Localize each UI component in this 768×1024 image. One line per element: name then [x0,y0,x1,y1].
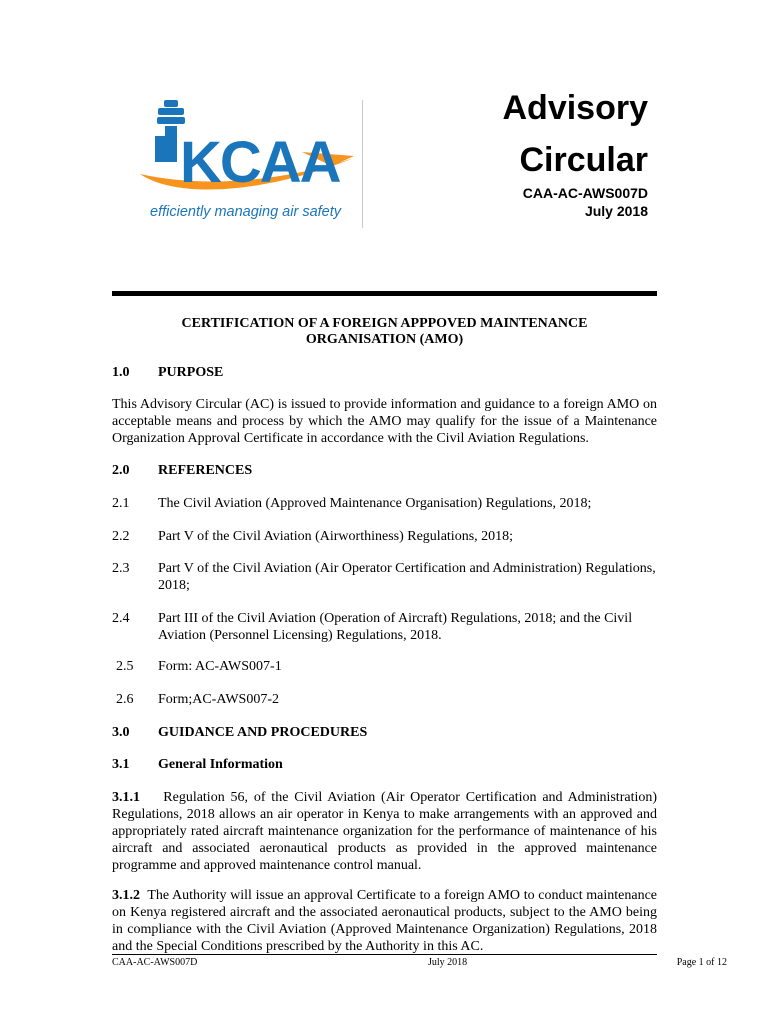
reference-number: 2.5 [116,659,134,674]
reference-text: Part V of the Civil Aviation (Airworthiness) Regulations, 2018; [158,529,514,544]
reference-number: 2.6 [116,692,134,707]
reference-text: Form;AC-AWS007-2 [158,692,279,707]
header-rule [112,291,657,296]
section-number: 3.0 [112,725,130,740]
section-heading-guidance: GUIDANCE AND PROCEDURES [158,725,368,740]
reference-text: Part V of the Civil Aviation (Air Operator Certification and Administration) Regulations, 2018; [158,561,656,593]
footer-date: July 2018 [428,957,468,968]
reference-text: Part III of the Civil Aviation (Operation of Aircraft) Regulations, 2018; and the Civil Aviation (Personnel Licensing) Regulations, 2018. [158,611,633,643]
subsection-number: 3.1 [112,757,130,772]
section-heading-references: REFERENCES [158,463,253,478]
reference-number: 2.2 [112,529,130,544]
paragraph-3-1-1 [112,789,657,874]
reference-text: The Civil Aviation (Approved Maintenance Organisation) Regulations, 2018; [158,496,592,511]
paragraph-3-1-2 [112,887,657,955]
document-title-line2: ORGANISATION (AMO) [305,332,464,347]
kcaa-logo [132,96,357,224]
subsection-heading-general-information: General Information [158,757,283,772]
reference-number: 2.4 [112,611,130,626]
paragraph-number: 3.1.2 [112,888,140,903]
footer-rule [112,954,657,955]
footer-page-number: Page 1 of 12 [676,957,727,968]
footer-doc-number: CAA-AC-AWS007D [112,957,198,968]
paragraph-text: Regulation 56, of the Civil Aviation (Air Operator Certification and Administration) Regulations, 2018 allows an air operator in Kenya to make arrangements with an approved and appropriately rated aircraft maintenance organization for the performance of maintenance of his aircraft and associated aeronautical products as provided in the approved maintenance programme and approved maintenance control manual. [112,790,658,873]
paragraph-text: The Authority will issue an approval Certificate to a foreign AMO to conduct maintenance on Kenya registered aircraft and the associated aeronautical products, subject to the AMO being in compliance with the Civil Aviation (Approved Maintenance Organization) Regulations, 2018 and the Special Conditions prescribed by the Authority in this AC. [112,888,658,954]
logo-wordmark: KCAA [180,130,340,195]
logo-divider [362,100,363,228]
title-advisory: Advisory [502,89,648,127]
reference-text: Form: AC-AWS007-1 [158,659,282,674]
title-circular: Circular [519,141,648,179]
reference-number: 2.3 [112,561,130,576]
header-doc-number: CAA-AC-AWS007D [522,185,648,201]
reference-number: 2.1 [112,496,130,511]
header-date: July 2018 [584,203,648,219]
section-number: 1.0 [112,365,130,380]
section-heading-purpose: PURPOSE [158,365,224,380]
section-number: 2.0 [112,463,130,478]
purpose-paragraph: This Advisory Circular (AC) is issued to provide information and guidance to a foreign AMO on acceptable means and process by which the AMO may qualify for the issue of a Maintenance Organization Approval Certificate in accordance with the Civil Aviation Regulations. [112,397,657,446]
paragraph-number: 3.1.1 [112,790,140,805]
logo-tagline: efficiently managing air safety [150,204,342,220]
document-title-line1: CERTIFICATION OF A FOREIGN APPPOVED MAINTENANCE [181,316,588,331]
